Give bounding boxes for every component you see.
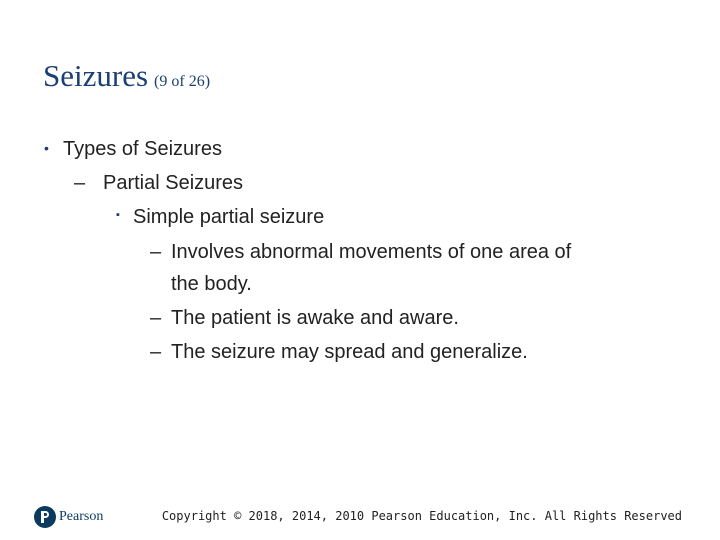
bullet-level3: Simple partial seizure (133, 206, 325, 228)
slide-title (43, 58, 210, 94)
bullet-level4-item: Involves abnormal movements of one area of (171, 241, 572, 263)
copyright-notice: Copyright © 2018, 2014, 2010 Pearson Education, Inc. All Rights Reserved (161, 509, 682, 523)
bullet-level2: Partial Seizures (103, 172, 244, 194)
bullet-level4-item: The patient is awake and aware. (171, 307, 459, 329)
dash-icon: – (150, 241, 162, 263)
title-main: Seizures (43, 58, 149, 93)
square-bullet-icon: ▪ (116, 209, 120, 221)
bullet-level4-item-continuation: the body. (171, 273, 252, 295)
pearson-logo (34, 504, 103, 530)
dash-icon: – (150, 341, 162, 363)
bullet-level1: Types of Seizures (63, 138, 222, 160)
pearson-p-icon (34, 506, 56, 528)
title-counter: (9 of 26) (154, 73, 211, 90)
dash-icon: – (150, 307, 162, 329)
bullet-level4-item: The seizure may spread and generalize. (171, 341, 528, 363)
bullet-dot-icon: • (44, 140, 49, 156)
dash-icon: – (74, 172, 86, 194)
logo-wordmark: Pearson (59, 509, 104, 524)
